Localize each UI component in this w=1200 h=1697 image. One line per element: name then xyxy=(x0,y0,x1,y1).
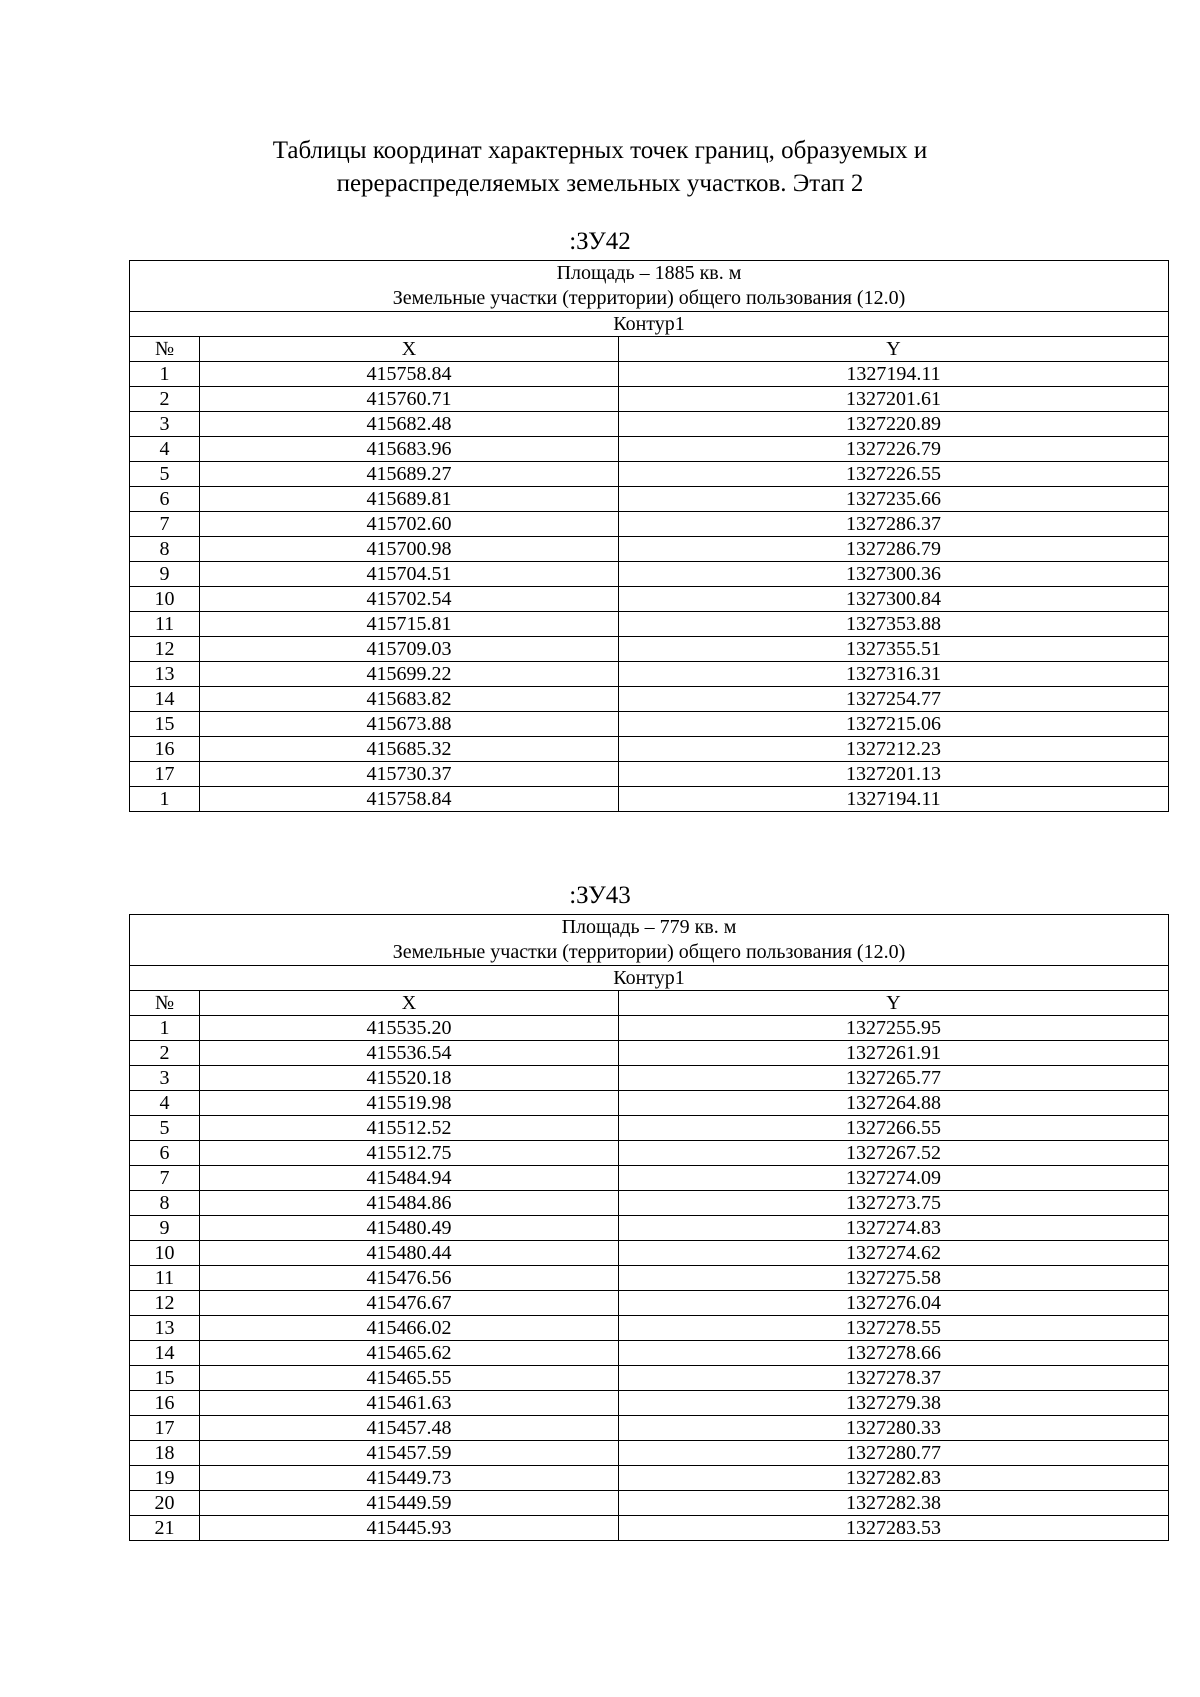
point-number: 8 xyxy=(130,1191,200,1216)
coordinate-x: 415702.54 xyxy=(200,587,619,612)
table-row xyxy=(130,1041,1169,1066)
table-row xyxy=(130,1216,1169,1241)
column-header-x: X xyxy=(200,337,619,362)
coordinate-y: 1327194.11 xyxy=(619,787,1169,812)
point-number: 14 xyxy=(130,687,200,712)
table-row xyxy=(130,1291,1169,1316)
table-row xyxy=(130,1191,1169,1216)
table-row xyxy=(130,1166,1169,1191)
point-number: 3 xyxy=(130,412,200,437)
point-number: 17 xyxy=(130,762,200,787)
coordinate-x: 415699.22 xyxy=(200,662,619,687)
coordinate-x: 415480.49 xyxy=(200,1216,619,1241)
coordinate-x: 415465.62 xyxy=(200,1341,619,1366)
table-row xyxy=(130,537,1169,562)
point-number: 7 xyxy=(130,512,200,537)
coordinate-y: 1327274.62 xyxy=(619,1241,1169,1266)
coordinate-x: 415702.60 xyxy=(200,512,619,537)
coordinate-y: 1327201.61 xyxy=(619,387,1169,412)
coordinate-x: 415758.84 xyxy=(200,787,619,812)
point-number: 1 xyxy=(130,362,200,387)
table-row xyxy=(130,1391,1169,1416)
coordinate-x: 415689.27 xyxy=(200,462,619,487)
point-number: 10 xyxy=(130,587,200,612)
table-row xyxy=(130,512,1169,537)
coordinate-y: 1327278.55 xyxy=(619,1316,1169,1341)
table-row xyxy=(130,437,1169,462)
table-row xyxy=(130,587,1169,612)
column-header-row xyxy=(130,991,1169,1016)
point-number: 4 xyxy=(130,437,200,462)
parcel-info-cell xyxy=(130,915,1169,966)
point-number: 5 xyxy=(130,462,200,487)
coordinate-y: 1327212.23 xyxy=(619,737,1169,762)
point-number: 2 xyxy=(130,1041,200,1066)
coordinate-y: 1327282.38 xyxy=(619,1491,1169,1516)
coordinate-x: 415704.51 xyxy=(200,562,619,587)
coordinate-y: 1327226.55 xyxy=(619,462,1169,487)
document-title-line-2: перераспределяемых земельных участков. Этап 2 xyxy=(336,170,864,197)
coordinate-x: 415673.88 xyxy=(200,712,619,737)
table-row xyxy=(130,1241,1169,1266)
table-row xyxy=(130,1316,1169,1341)
point-number: 15 xyxy=(130,712,200,737)
point-number: 1 xyxy=(130,787,200,812)
point-number: 11 xyxy=(130,612,200,637)
coordinate-y: 1327215.06 xyxy=(619,712,1169,737)
table-row xyxy=(130,612,1169,637)
coordinate-y: 1327286.79 xyxy=(619,537,1169,562)
coordinates-table-zu42 xyxy=(129,260,1169,812)
coordinate-x: 415709.03 xyxy=(200,637,619,662)
table-row xyxy=(130,1516,1169,1541)
coordinate-y: 1327316.31 xyxy=(619,662,1169,687)
coordinate-x: 415457.48 xyxy=(200,1416,619,1441)
contour-label: Контур1 xyxy=(130,312,1169,337)
table-row xyxy=(130,1416,1169,1441)
coordinate-x: 415461.63 xyxy=(200,1391,619,1416)
table-row xyxy=(130,1016,1169,1041)
point-number: 13 xyxy=(130,1316,200,1341)
table-row xyxy=(130,487,1169,512)
point-number: 9 xyxy=(130,562,200,587)
point-number: 6 xyxy=(130,487,200,512)
coordinate-x: 415465.55 xyxy=(200,1366,619,1391)
point-number: 21 xyxy=(130,1516,200,1541)
table-row xyxy=(130,662,1169,687)
column-header-y: Y xyxy=(619,337,1169,362)
parcel-info-cell xyxy=(130,261,1169,312)
column-header-x: X xyxy=(200,991,619,1016)
point-number: 20 xyxy=(130,1491,200,1516)
coordinate-y: 1327265.77 xyxy=(619,1066,1169,1091)
coordinate-y: 1327261.91 xyxy=(619,1041,1169,1066)
coordinate-x: 415512.52 xyxy=(200,1116,619,1141)
column-header-row xyxy=(130,337,1169,362)
coordinate-x: 415457.59 xyxy=(200,1441,619,1466)
point-number: 12 xyxy=(130,1291,200,1316)
coordinate-y: 1327278.37 xyxy=(619,1366,1169,1391)
coordinate-x: 415484.86 xyxy=(200,1191,619,1216)
coordinate-x: 415730.37 xyxy=(200,762,619,787)
coordinate-y: 1327275.58 xyxy=(619,1266,1169,1291)
coordinates-table-body xyxy=(130,261,1169,812)
point-number: 14 xyxy=(130,1341,200,1366)
table-row xyxy=(130,1491,1169,1516)
coordinate-x: 415760.71 xyxy=(200,387,619,412)
coordinate-x: 415445.93 xyxy=(200,1516,619,1541)
parcel-area: Площадь – 779 кв. м xyxy=(561,916,737,938)
coordinate-y: 1327280.77 xyxy=(619,1441,1169,1466)
coordinate-y: 1327274.83 xyxy=(619,1216,1169,1241)
coordinate-y: 1327194.11 xyxy=(619,362,1169,387)
parcel-title-zu42: :ЗУ42 xyxy=(569,228,631,255)
table-row xyxy=(130,737,1169,762)
coordinate-y: 1327276.04 xyxy=(619,1291,1169,1316)
parcel-land-use: Земельные участки (территории) общего пользования (12.0) xyxy=(392,941,906,963)
coordinate-y: 1327278.66 xyxy=(619,1341,1169,1366)
point-number: 19 xyxy=(130,1466,200,1491)
table-row xyxy=(130,712,1169,737)
table-row xyxy=(130,1116,1169,1141)
point-number: 17 xyxy=(130,1416,200,1441)
coordinate-x: 415520.18 xyxy=(200,1066,619,1091)
coordinate-x: 415536.54 xyxy=(200,1041,619,1066)
coordinate-y: 1327264.88 xyxy=(619,1091,1169,1116)
coordinate-y: 1327201.13 xyxy=(619,762,1169,787)
coordinates-table-zu43 xyxy=(129,914,1169,1541)
coordinate-y: 1327235.66 xyxy=(619,487,1169,512)
table-row xyxy=(130,387,1169,412)
table-row xyxy=(130,562,1169,587)
coordinate-x: 415689.81 xyxy=(200,487,619,512)
coordinate-x: 415449.59 xyxy=(200,1491,619,1516)
coordinate-y: 1327254.77 xyxy=(619,687,1169,712)
coordinate-y: 1327286.37 xyxy=(619,512,1169,537)
parcel-land-use: Земельные участки (территории) общего пользования (12.0) xyxy=(392,287,906,309)
point-number: 18 xyxy=(130,1441,200,1466)
table-row xyxy=(130,1366,1169,1391)
table-row xyxy=(130,637,1169,662)
point-number: 10 xyxy=(130,1241,200,1266)
coordinate-y: 1327274.09 xyxy=(619,1166,1169,1191)
column-header-number: № xyxy=(130,991,200,1016)
point-number: 5 xyxy=(130,1116,200,1141)
coordinate-x: 415476.56 xyxy=(200,1266,619,1291)
coordinates-table-body xyxy=(130,915,1169,1541)
table-row xyxy=(130,787,1169,812)
column-header-y: Y xyxy=(619,991,1169,1016)
table-row xyxy=(130,1091,1169,1116)
point-number: 11 xyxy=(130,1266,200,1291)
column-header-number: № xyxy=(130,337,200,362)
point-number: 16 xyxy=(130,1391,200,1416)
table-row xyxy=(130,687,1169,712)
coordinate-x: 415512.75 xyxy=(200,1141,619,1166)
table-row xyxy=(130,362,1169,387)
coordinate-y: 1327273.75 xyxy=(619,1191,1169,1216)
table-row xyxy=(130,1341,1169,1366)
coordinate-x: 415682.48 xyxy=(200,412,619,437)
coordinate-x: 415683.82 xyxy=(200,687,619,712)
point-number: 6 xyxy=(130,1141,200,1166)
coordinate-x: 415476.67 xyxy=(200,1291,619,1316)
point-number: 15 xyxy=(130,1366,200,1391)
coordinate-x: 415484.94 xyxy=(200,1166,619,1191)
coordinate-x: 415519.98 xyxy=(200,1091,619,1116)
parcel-info-row xyxy=(130,915,1169,966)
point-number: 2 xyxy=(130,387,200,412)
document-title-line-1: Таблицы координат характерных точек границ, образуемых и xyxy=(272,137,928,164)
contour-row xyxy=(130,312,1169,337)
coordinate-y: 1327300.84 xyxy=(619,587,1169,612)
parcel-area: Площадь – 1885 кв. м xyxy=(556,262,742,284)
coordinate-y: 1327280.33 xyxy=(619,1416,1169,1441)
parcel-info-row xyxy=(130,261,1169,312)
coordinate-y: 1327226.79 xyxy=(619,437,1169,462)
coordinate-x: 415683.96 xyxy=(200,437,619,462)
table-row xyxy=(130,1266,1169,1291)
document-title xyxy=(0,134,1200,200)
point-number: 3 xyxy=(130,1066,200,1091)
coordinate-y: 1327266.55 xyxy=(619,1116,1169,1141)
table-row xyxy=(130,1466,1169,1491)
coordinate-y: 1327300.36 xyxy=(619,562,1169,587)
point-number: 4 xyxy=(130,1091,200,1116)
coordinate-x: 415535.20 xyxy=(200,1016,619,1041)
coordinate-x: 415480.44 xyxy=(200,1241,619,1266)
point-number: 1 xyxy=(130,1016,200,1041)
table-row xyxy=(130,462,1169,487)
table-row xyxy=(130,412,1169,437)
coordinate-y: 1327283.53 xyxy=(619,1516,1169,1541)
coordinate-x: 415449.73 xyxy=(200,1466,619,1491)
coordinate-y: 1327353.88 xyxy=(619,612,1169,637)
coordinate-x: 415700.98 xyxy=(200,537,619,562)
coordinate-x: 415758.84 xyxy=(200,362,619,387)
point-number: 8 xyxy=(130,537,200,562)
table-row xyxy=(130,1066,1169,1091)
table-row xyxy=(130,762,1169,787)
coordinate-y: 1327220.89 xyxy=(619,412,1169,437)
point-number: 12 xyxy=(130,637,200,662)
parcel-title-zu43: :ЗУ43 xyxy=(569,882,631,909)
coordinate-y: 1327255.95 xyxy=(619,1016,1169,1041)
point-number: 13 xyxy=(130,662,200,687)
coordinate-x: 415715.81 xyxy=(200,612,619,637)
contour-label: Контур1 xyxy=(130,966,1169,991)
coordinate-y: 1327282.83 xyxy=(619,1466,1169,1491)
coordinate-x: 415685.32 xyxy=(200,737,619,762)
coordinate-y: 1327355.51 xyxy=(619,637,1169,662)
table-row xyxy=(130,1441,1169,1466)
coordinate-y: 1327279.38 xyxy=(619,1391,1169,1416)
contour-row xyxy=(130,966,1169,991)
coordinate-y: 1327267.52 xyxy=(619,1141,1169,1166)
point-number: 7 xyxy=(130,1166,200,1191)
point-number: 9 xyxy=(130,1216,200,1241)
coordinate-x: 415466.02 xyxy=(200,1316,619,1341)
point-number: 16 xyxy=(130,737,200,762)
table-row xyxy=(130,1141,1169,1166)
